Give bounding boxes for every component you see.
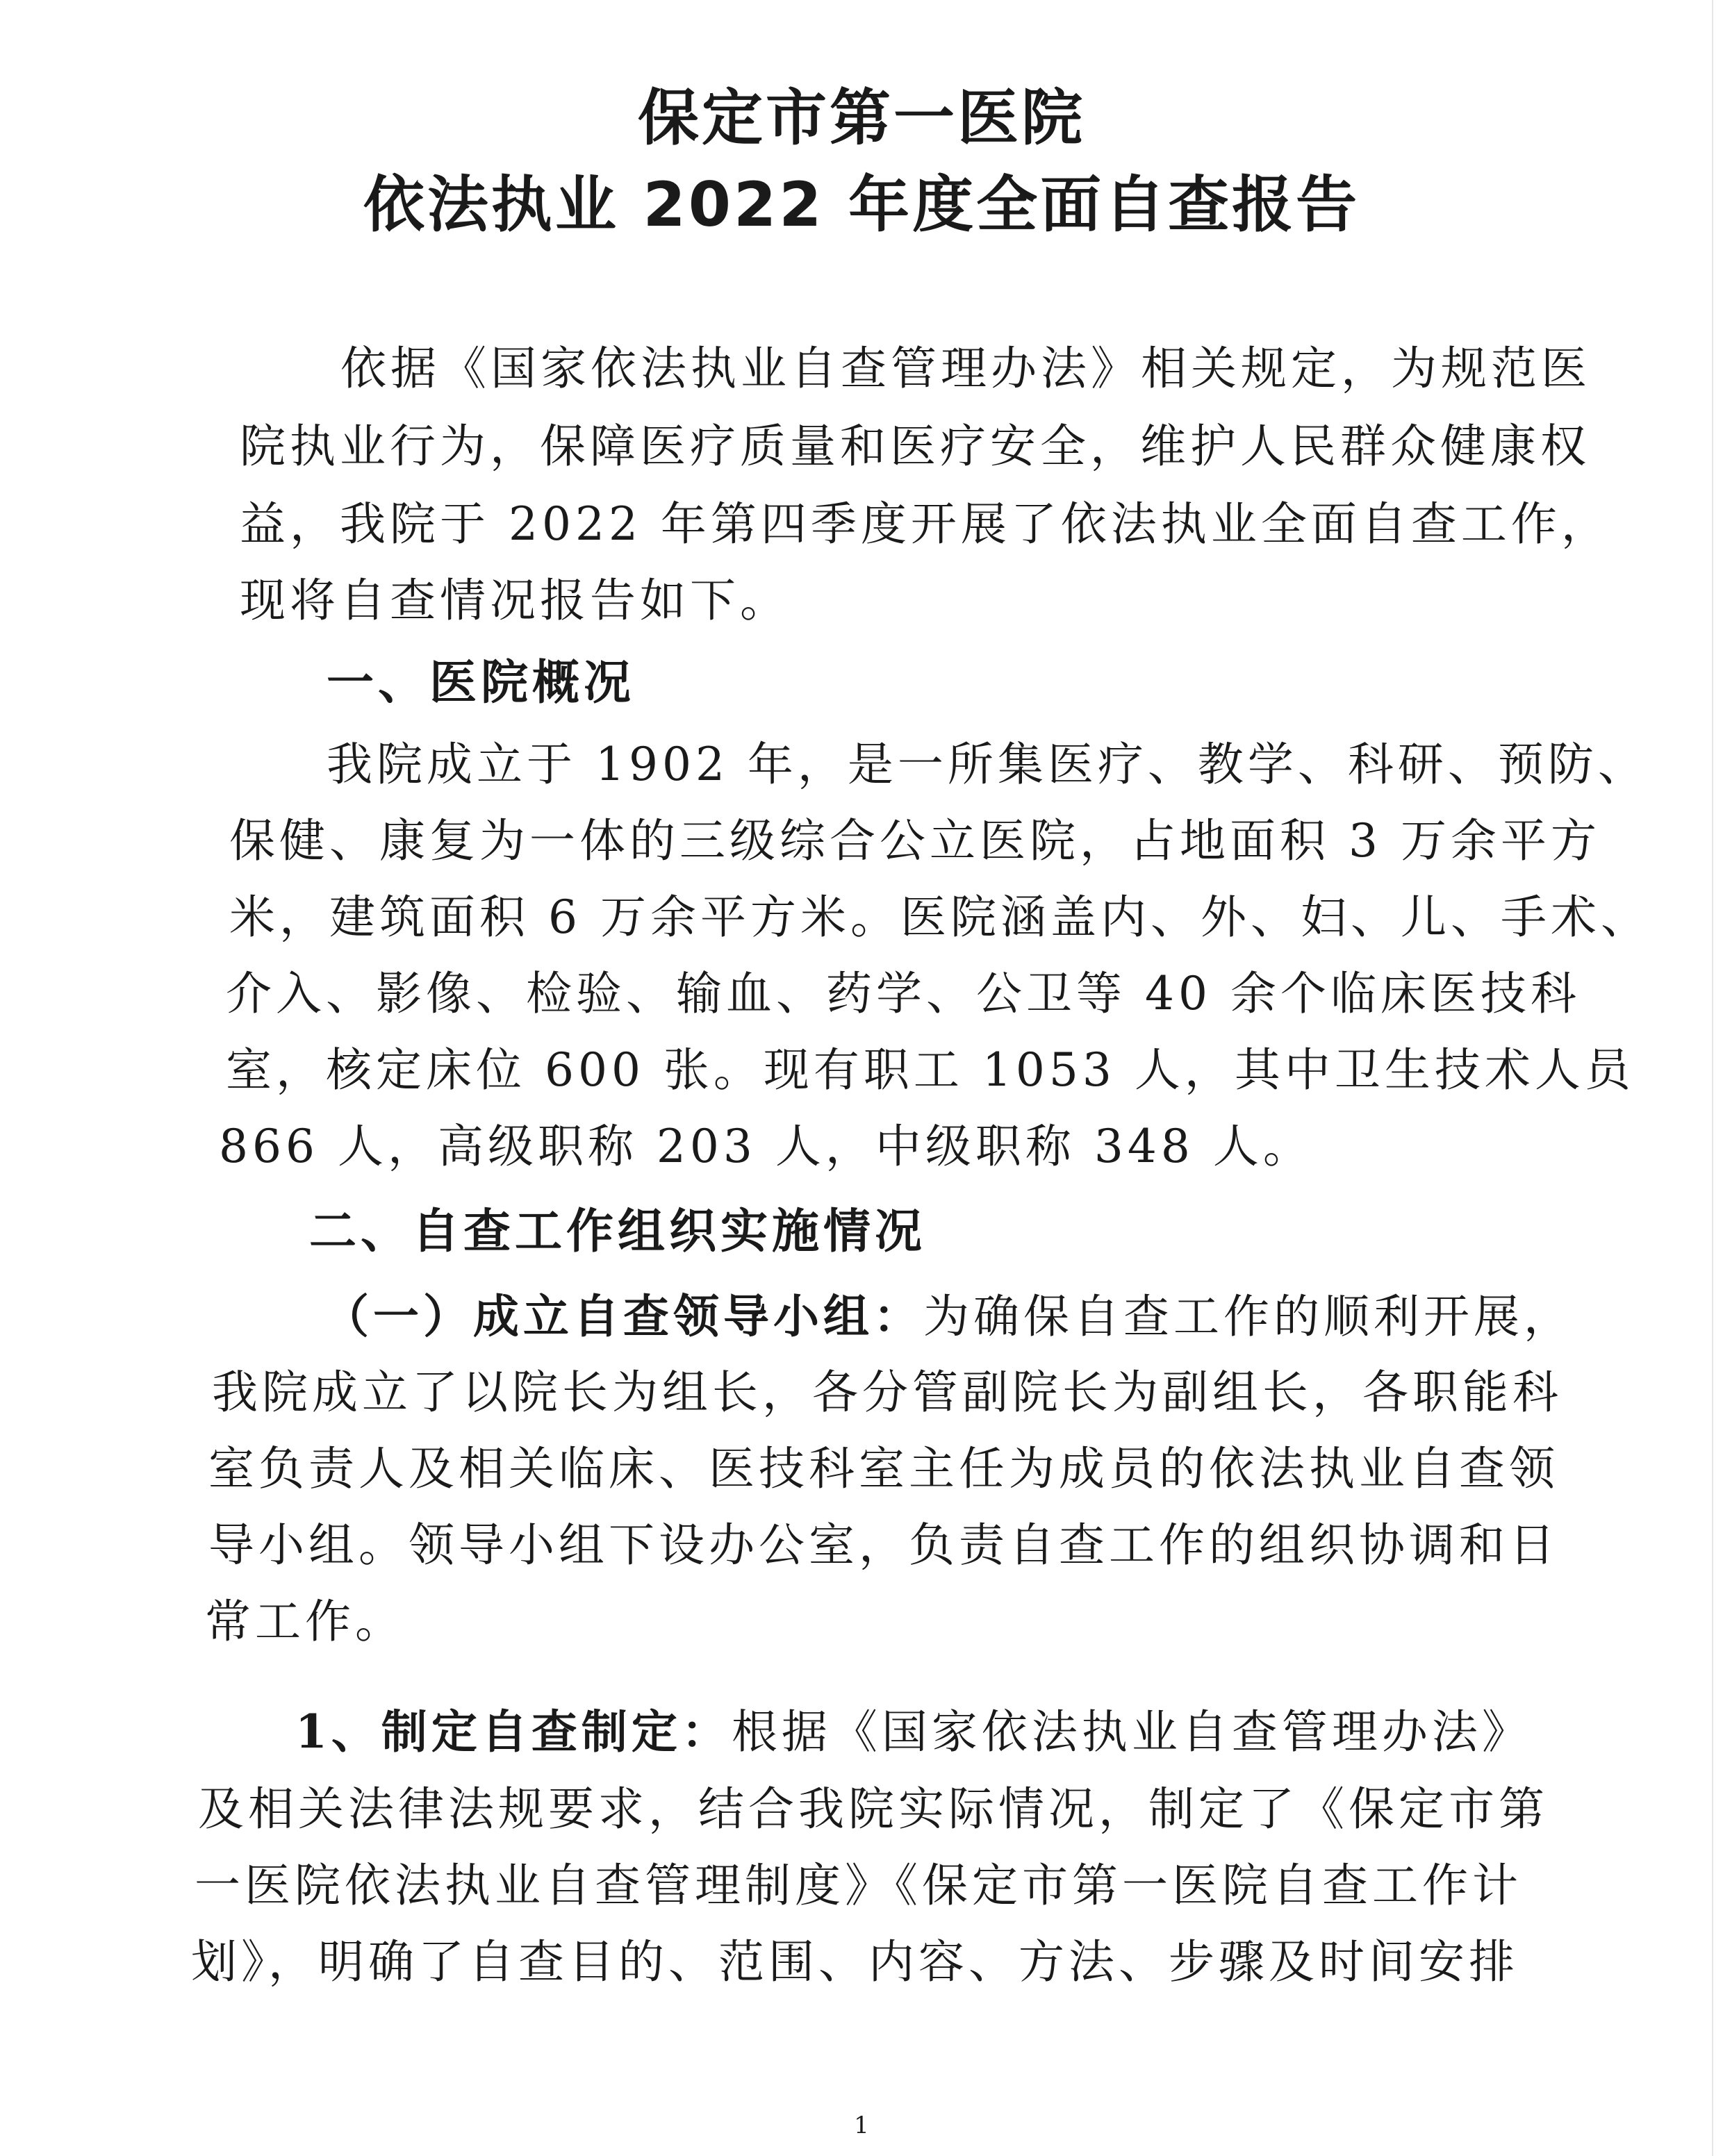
section1-line: 保健、康复为一体的三级综合公立医院，占地面积 3 万余平方 [229,814,1601,868]
item-1-first-rest: 根据《国家依法执业自查管理办法》 [731,1705,1532,1759]
subsection-1-line: 导小组。领导小组下设办公室，负责自查工作的组织协调和日 [208,1518,1559,1572]
section1-line: 我院成立于 1902 年，是一所集医疗、教学、科研、预防、 [327,738,1648,791]
section-heading-1: 一、医院概况 [327,656,636,711]
item-1-first-line [295,1705,1532,1759]
item-1-label: 1、制定自查制定： [295,1705,732,1759]
intro-line: 现将自查情况报告如下。 [240,574,790,627]
subsection-1-first-line [323,1289,1574,1343]
subsection-1-line: 室负责人及相关临床、医技科室主任为成员的依法执业自查领 [208,1442,1559,1495]
section1-line: 室，核定床位 600 张。现有职工 1053 人，其中卫生技术人员 [226,1043,1635,1097]
subsection-1-line: 常工作。 [205,1595,405,1648]
subsection-1-label: （一）成立自查领导小组： [323,1289,923,1343]
item-1-line: 一医院依法执业自查管理制度》《保定市第一医院自查工作计 [195,1859,1522,1912]
scan-edge [1712,0,1713,2156]
intro-line: 院执业行为，保障医疗质量和医疗安全，维护人民群众健康权 [240,420,1590,473]
document-title-line2: 依法执业 2022 年度全面自查报告 [363,169,1360,240]
intro-line: 益，我院于 2022 年第四季度开展了依法执业全面自查工作， [240,497,1611,551]
section1-line: 介入、影像、检验、输血、药学、公卫等 40 余个临床医技科 [226,967,1581,1020]
subsection-1-line: 我院成立了以院长为组长，各分管副院长为副组长，各职能科 [212,1366,1563,1419]
subsection-1-first-rest: 为确保自查工作的顺利开展， [923,1290,1574,1343]
section1-line: 米，建筑面积 6 万余平方米。医院涵盖内、外、妇、儿、手术、 [229,890,1651,944]
item-1-line: 划》，明确了自查目的、范围、内容、方法、步骤及时间安排 [191,1935,1519,1989]
section1-line: 866 人，高级职称 203 人，中级职称 348 人。 [219,1120,1313,1173]
intro-line: 依据《国家依法执业自查管理办法》相关规定，为规范医 [340,342,1591,395]
item-1-line: 及相关法律法规要求，结合我院实际情况，制定了《保定市第 [198,1782,1549,1836]
page-number: 1 [854,2112,869,2139]
document-title-line1: 保定市第一医院 [637,82,1085,154]
section-heading-2: 二、自查工作组织实施情况 [309,1204,927,1259]
